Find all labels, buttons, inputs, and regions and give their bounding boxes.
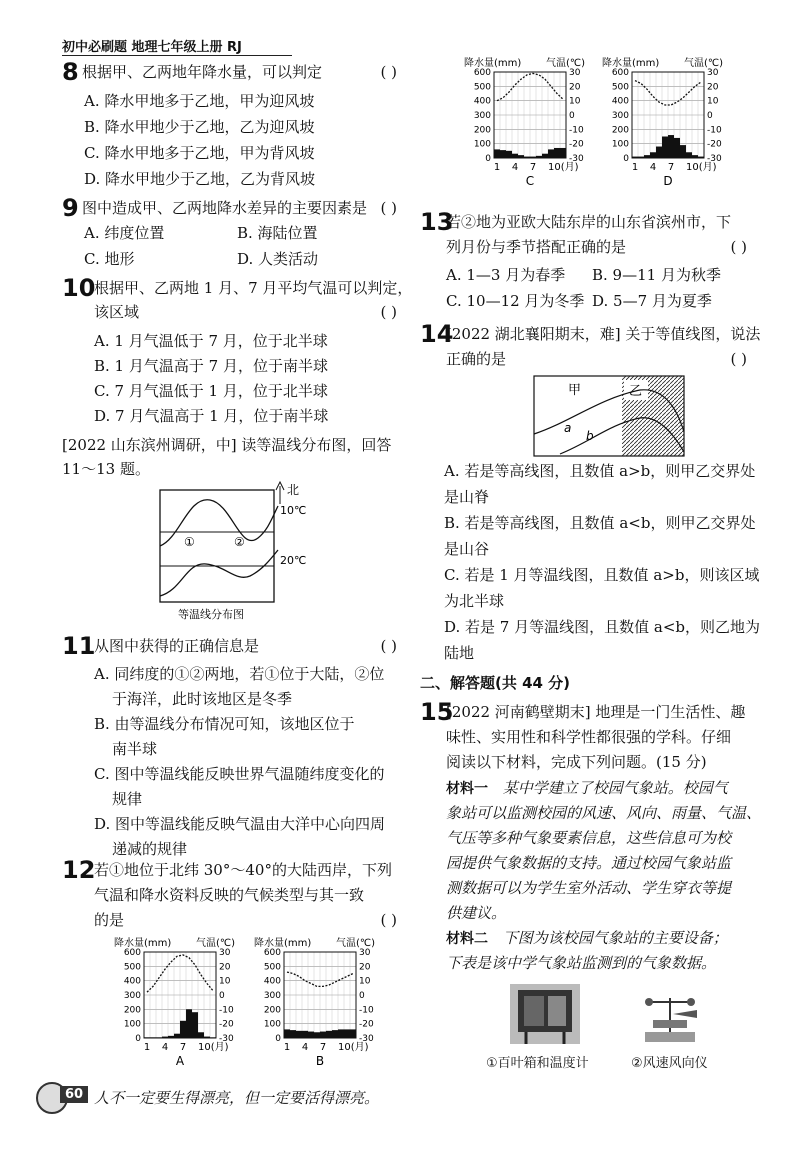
precip-tick: 300 [123,991,141,1001]
precip-bar [174,1034,180,1038]
question-number: 10 [62,274,96,302]
month-tick: 4 [649,162,657,173]
option-a[interactable]: A. 纬度位置 [84,224,165,242]
temp-tick: -10 [359,1005,374,1016]
temp-axis-title: 气温(℃) [546,58,586,69]
question-number: 12 [62,856,96,884]
option-b[interactable]: B. 降水甲地少于乙地，乙为迎风坡 [84,118,315,136]
material-1-line5: 测数据可以为学生室外活动、学生穿衣等提 [446,879,732,897]
footer [36,1082,756,1112]
map-caption: 等温线分布图 [178,608,244,621]
temp-tick: 0 [569,111,575,121]
precip-bar [536,156,542,158]
label-yi: 乙 [629,384,643,399]
answer-blank[interactable]: ( ) [730,350,747,368]
material-1-line1: 某中学建立了校园气象站。校园气 [502,779,728,797]
month-tick: 4 [511,162,519,173]
contour-figure [530,372,690,460]
climate-chart-b[interactable] [252,936,392,1076]
climate-chart-d[interactable] [600,56,740,196]
precip-bar [674,138,680,158]
option-b-line2: 南半球 [112,740,158,758]
temp-tick: 20 [359,962,371,973]
question-stem-line3: 的是 [94,911,125,929]
material-2-line2: 下表是该中学气象站监测到的气象数据。 [446,954,717,972]
precip-bar [656,147,662,158]
answer-blank[interactable]: ( ) [380,63,397,81]
answer-blank[interactable]: ( ) [380,303,397,321]
precip-bar [632,157,638,158]
material-1-label: 材料一 [446,781,488,797]
climate-chart-c[interactable] [462,56,602,196]
temp-tick: 30 [359,948,371,958]
louver-box-photo [510,984,580,1044]
precip-bar [518,155,524,158]
page-number-badge [60,1086,88,1103]
temp-tick: -30 [569,154,584,164]
option-b-line1[interactable]: B. 由等温线分布情况可知，该地区位于 [94,715,355,733]
temp-tick: -30 [359,1034,374,1044]
precip-bar [198,1032,204,1038]
material-1-line3: 气压等多种气象要素信息，这些信息可为校 [446,829,732,847]
option-a[interactable]: A. 1—3 月为春季 [446,266,566,284]
isotherm-map [150,478,320,624]
material-1-line4: 园提供气象数据的支持。通过校园气象站监 [446,854,732,872]
precip-tick: 500 [473,82,491,93]
chart-label: D [663,174,673,188]
month-tick: 7 [667,162,675,173]
precip-bar [308,1032,314,1038]
answer-blank[interactable]: ( ) [380,637,397,655]
option-a-line2: 于海洋，此时该地区是冬季 [112,690,293,708]
option-d-line2: 递减的规律 [112,840,188,858]
label-a: a [564,421,572,435]
material-1-line2: 象站可以监测校园的风速、风向、雨量、气温、 [446,804,762,822]
answer-blank[interactable]: ( ) [380,911,397,929]
precip-tick: 500 [263,962,281,973]
precip-bar [284,1029,290,1038]
precip-bar [548,149,554,158]
option-c-line2: 为北半球 [444,592,505,610]
precip-bar [296,1031,302,1038]
precip-bar [192,1012,198,1038]
marker-1: ① [184,535,195,549]
temp-tick: -30 [219,1034,234,1044]
question-number: 13 [420,208,454,236]
temp-axis-title: 气温(℃) [196,938,236,949]
precip-bar [638,157,644,158]
question-stem-line1: 根据甲、乙两地 1 月、7 月平均气温可以判定， [94,279,413,297]
temp-tick: 10 [359,976,371,987]
option-c-line1[interactable]: C. 图中等温线能反映世界气温随纬度变化的 [94,765,385,783]
option-b[interactable]: B. 9—11 月为秋季 [592,266,721,284]
question-number: 8 [62,58,79,86]
temp-axis-title: 气温(℃) [684,58,724,69]
option-d[interactable]: D. 5—7 月为夏季 [592,292,712,310]
precip-tick: 0 [135,1034,141,1044]
precip-axis-title: 降水量(mm) [464,58,522,69]
precip-bar [560,148,566,158]
question-number: 9 [62,194,79,222]
precip-axis-title: 降水量(mm) [114,938,172,949]
month-tick: 1 [283,1042,291,1053]
option-d[interactable]: D. 7 月气温高于 1 月，位于南半球 [94,407,329,425]
precip-bar [542,154,548,158]
precip-tick: 0 [623,154,629,164]
temp-tick: 30 [707,68,719,78]
temp-tick: -20 [219,1019,234,1030]
precip-tick: 500 [611,82,629,93]
label-b: b [586,429,594,443]
precip-bar [680,145,686,158]
precip-bar [180,1021,186,1038]
precip-bar [332,1030,338,1038]
material-1-line6: 供建议。 [446,904,507,922]
temp-tick: -20 [569,139,584,150]
month-tick: 7 [179,1042,187,1053]
precip-bar [156,1037,162,1038]
option-c[interactable]: C. 10—12 月为冬季 [446,292,585,310]
temp-tick: 0 [707,111,713,121]
question-8 [62,58,407,188]
precip-axis-title: 降水量(mm) [602,58,660,69]
temp-tick: -10 [707,125,722,136]
precip-axis-title: 降水量(mm) [254,938,312,949]
question-13 [420,208,755,310]
question-stem-line1: 若①地位于北纬 30°～40°的大陆西岸，下列 [94,861,392,879]
precip-bar [692,155,698,158]
precip-tick: 600 [611,68,629,78]
question-stem-line2: 列月份与季节搭配正确的是 [446,238,627,256]
temp-tick: -20 [707,139,722,150]
precip-bar [344,1029,350,1038]
option-b[interactable]: B. 海陆位置 [237,224,318,242]
precip-tick: 0 [275,1034,281,1044]
precip-tick: 400 [263,976,281,987]
precip-bar [204,1037,210,1038]
option-c[interactable]: C. 地形 [84,250,135,268]
precip-bar [500,150,506,158]
answer-blank[interactable]: ( ) [730,238,747,256]
month-tick: 7 [319,1042,327,1053]
precip-bar [144,1037,150,1038]
option-c[interactable]: C. 降水甲地多于乙地，甲为背风坡 [84,144,315,162]
option-d-line2: 陆地 [444,644,475,662]
question-stem: 图中造成甲、乙两地降水差异的主要因素是 [82,199,368,217]
temp-tick: 10 [569,96,581,107]
precip-bar [554,148,560,158]
precip-tick: 300 [473,111,491,121]
month-tick: 1 [631,162,639,173]
option-b[interactable]: B. 1 月气温高于 7 月，位于南半球 [94,357,328,375]
question-stem-line1: [2022 湖北襄阳期末，难] 关于等值线图，说法 [446,325,761,343]
precip-bar [150,1037,156,1038]
question-stem: 从图中获得的正确信息是 [94,637,260,655]
precip-bar [290,1030,296,1038]
precip-tick: 100 [473,139,491,150]
question-9 [62,194,407,268]
precip-bar [338,1029,344,1038]
precip-tick: 100 [263,1019,281,1030]
q15-line2: 味性、实用性和科学性都很强的学科。仔细 [446,728,732,746]
q15-line1: [2022 河南鹤壁期末] 地理是一门生活性、趣 [446,703,746,721]
precip-tick: 0 [485,154,491,164]
question-14 [420,320,761,368]
precip-tick: 400 [611,96,629,107]
north-label: 北 [287,483,300,497]
temp-tick: -30 [707,154,722,164]
option-a[interactable]: A. 降水甲地多于乙地，甲为迎风坡 [84,92,315,110]
material-2-line1: 下图为该校园气象站的主要设备； [502,929,728,947]
precip-bar [320,1032,326,1038]
precip-bar [698,157,704,158]
precip-tick: 200 [123,1005,141,1016]
temp-tick: 20 [219,962,231,973]
photo-caption-1: ①百叶箱和温度计 [486,1056,589,1071]
precip-tick: 400 [123,976,141,987]
option-c-line1[interactable]: C. 若是 1 月等温线图，且数值 a>b，则该区域 [444,566,760,584]
temp-tick: 0 [219,991,225,1001]
month-tick: 10(月) [686,162,717,173]
chart-label: A [175,1054,185,1068]
question-15 [420,698,762,972]
climate-chart-a[interactable] [112,936,252,1076]
precip-bar [644,155,650,158]
precip-bar [186,1009,192,1038]
precip-bar [686,152,692,158]
precip-bar [512,154,518,158]
precip-bar [494,149,500,158]
precip-tick: 500 [123,962,141,973]
option-a[interactable]: A. 1 月气温低于 7 月，位于北半球 [94,332,328,350]
month-tick: 1 [493,162,501,173]
section-title [420,672,570,693]
header-text: 初中必刷题 地理七年级上册 RJ [62,40,242,55]
precip-tick: 100 [123,1019,141,1030]
question-stem-line2: 气温和降水资料反映的气候类型与其一致 [94,886,365,904]
question-number: 11 [62,632,96,660]
temp-tick: -10 [569,125,584,136]
photo-caption-2: ②风速风向仪 [631,1056,708,1071]
option-a-line1[interactable]: A. 同纬度的①②两地，若①位于大陆，②位 [94,665,385,683]
temp-tick: 20 [707,82,719,93]
precip-tick: 200 [473,125,491,136]
question-number: 15 [420,698,454,726]
precip-bar [162,1037,168,1038]
precip-tick: 200 [611,125,629,136]
question-stem: 根据甲、乙两地年降水量，可以判定 [82,63,323,81]
temp-tick: -10 [219,1005,234,1016]
precip-bar [662,137,668,159]
option-d[interactable]: D. 降水甲地少于乙地，乙为背风坡 [84,170,316,188]
isotherm-10 [160,500,278,546]
month-tick: 7 [529,162,537,173]
temp-tick: 30 [569,68,581,78]
isotherm-20 [160,550,278,596]
section-title-text: 二、解答题(共 44 分) [420,674,571,692]
question-stem-line2: 正确的是 [446,350,507,368]
precip-tick: 400 [473,96,491,107]
precip-bar [650,152,656,158]
option-b-line1[interactable]: B. 若是等高线图，且数值 a<b，则甲乙交界处 [444,514,756,532]
precip-bar [530,157,536,158]
month-tick: 4 [301,1042,309,1053]
temp-tick: 20 [569,82,581,93]
option-d-line1[interactable]: D. 图中等温线能反映气温由大洋中心向四周 [94,815,386,833]
chart-label: C [525,174,535,188]
month-tick: 1 [143,1042,151,1053]
precip-tick: 600 [473,68,491,78]
precip-tick: 100 [611,139,629,150]
q15-line3: 阅读以下材料，完成下列问题。(15 分) [446,753,707,771]
precip-tick: 300 [263,991,281,1001]
precip-bar [506,151,512,158]
temp-tick: 30 [219,948,231,958]
precip-bar [168,1036,174,1038]
option-a-line1[interactable]: A. 若是等高线图，且数值 a>b，则甲乙交界处 [444,462,756,480]
page-number: 60 [65,1087,84,1102]
material-1 [446,779,728,799]
material-2-label: 材料二 [446,931,488,947]
page-header [62,36,292,56]
precip-tick: 200 [263,1005,281,1016]
question-12 [62,856,407,929]
temp-axis-title: 气温(℃) [336,938,376,949]
month-tick: 10(月) [338,1042,369,1053]
precip-bar [668,135,674,158]
precip-bar [302,1031,308,1038]
anemometer-photo [635,988,705,1044]
temp-tick: 10 [707,96,719,107]
question-11 [62,632,407,858]
option-a-line2: 是山脊 [444,488,490,506]
precip-tick: 300 [611,111,629,121]
group-intro-line2: 11～13 题。 [62,460,150,478]
option-d[interactable]: D. 人类活动 [237,250,319,268]
temp-tick: 0 [359,991,365,1001]
precip-tick: 600 [263,948,281,958]
question-stem-line1: 若②地为亚欧大陆东岸的山东省滨州市，下 [446,213,732,231]
chart-label: B [315,1054,325,1068]
option-b-line2: 是山谷 [444,540,490,558]
precip-bar [350,1029,356,1038]
option-d-line1[interactable]: D. 若是 7 月等温线图，且数值 a<b，则乙地为 [444,618,760,636]
material-2 [446,929,728,949]
month-tick: 10(月) [548,162,579,173]
label-jia: 甲 [568,383,582,398]
precip-bar [314,1032,320,1038]
precip-bar [210,1037,216,1038]
temp-tick: -20 [359,1019,374,1030]
question-number: 14 [420,320,454,348]
precip-bar [326,1031,332,1038]
precip-tick: 600 [123,948,141,958]
precip-bar [524,157,530,158]
option-c[interactable]: C. 7 月气温低于 1 月，位于北半球 [94,382,328,400]
option-c-line2: 规律 [112,790,143,808]
isotherm-label-10: 10℃ [280,504,307,517]
footer-motto: 人不一定要生得漂亮，但一定要活得漂亮。 [94,1089,380,1107]
isotherm-label-20: 20℃ [280,554,307,567]
question-10 [62,274,413,425]
temp-tick: 10 [219,976,231,987]
answer-blank[interactable]: ( ) [380,199,397,217]
month-tick: 10(月) [198,1042,229,1053]
marker-2: ② [234,535,245,549]
group-intro-line1: [2022 山东滨州调研，中] 读等温线分布图，回答 [62,436,392,454]
question-stem-line2: 该区域 [94,303,140,321]
month-tick: 4 [161,1042,169,1053]
